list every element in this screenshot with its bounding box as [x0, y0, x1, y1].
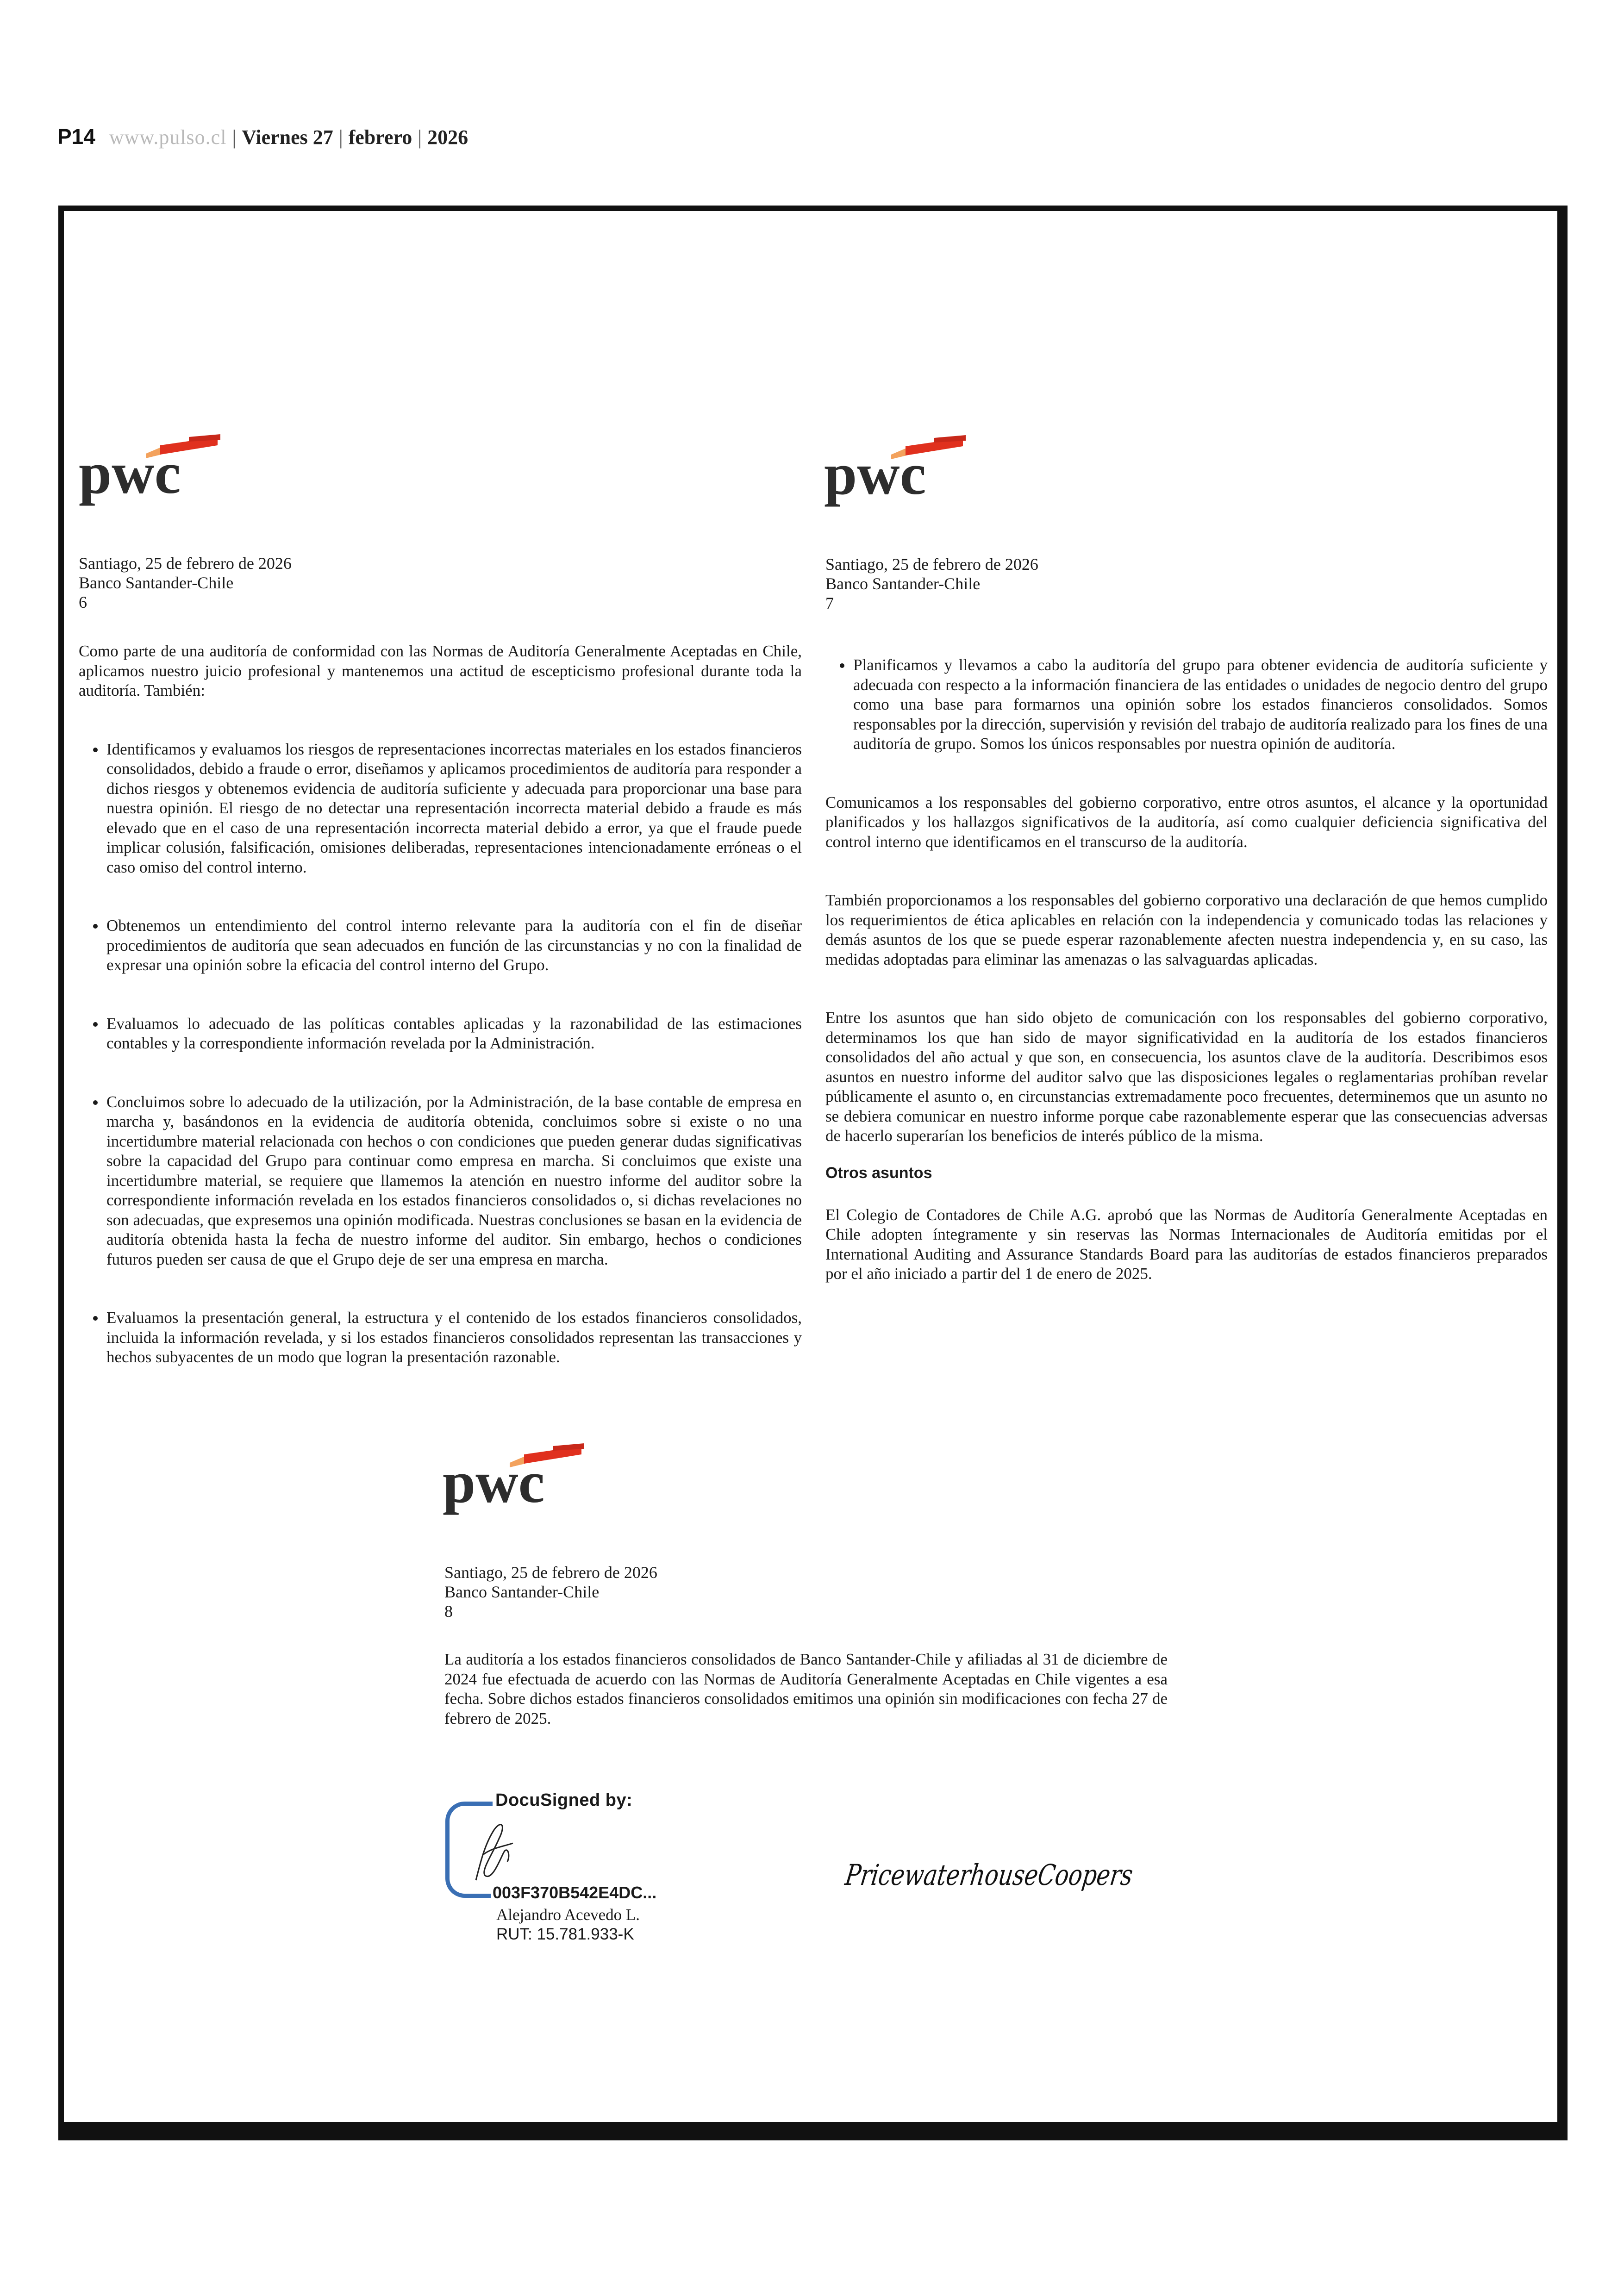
firm-signature-text: PricewaterhouseCoopers	[843, 1858, 1213, 1892]
separator: |	[418, 126, 422, 149]
header-year: 2026	[427, 126, 468, 149]
docusign-label: DocuSigned by:	[495, 1790, 633, 1810]
separator: |	[338, 126, 343, 149]
site-link[interactable]: www.pulso.cl	[109, 126, 227, 149]
page-index: 7	[825, 594, 834, 612]
pwc-logo	[443, 1435, 600, 1523]
company-name: Banco Santander-Chile	[79, 574, 234, 592]
list-item: • Obtenemos un entendimiento del control interno relevante para la auditoría con el fin de diseñar procedimientos de auditoría que sean adecuados en función de las circunstancias y no con la finalidad de expresar una opinión sobre la eficacia del control interno del Grupo.	[106, 916, 802, 975]
firm-signature	[843, 1850, 1213, 1901]
city-date: Santiago, 25 de febrero de 2026	[825, 555, 1038, 574]
page-number: P14	[57, 125, 95, 149]
page-index: 8	[444, 1602, 453, 1621]
ad-frame	[58, 206, 1568, 2140]
header-month: febrero	[348, 126, 412, 149]
list-item: • Evaluamos la presentación general, la estructura y el contenido de los estados financieros consolidados, incluida la información revelada, y si los estados financieros consolidados representan las transacciones y hechos subyacentes de un modo que logran la presentación razonable.	[106, 1308, 802, 1367]
envelope-id: 003F370B542E4DC...	[493, 1883, 657, 1902]
pwc-logo	[824, 427, 981, 515]
pwc-logo-text: pwc	[79, 440, 181, 506]
left-column	[79, 642, 802, 1367]
procedures-list	[79, 740, 802, 1367]
handwritten-signature	[467, 1811, 522, 1890]
signer-info	[496, 1905, 640, 1944]
signer-rut: RUT: 15.781.933-K	[496, 1925, 634, 1943]
list-item: • Planificamos y llevamos a cabo la auditoría del grupo para obtener evidencia de auditoría suficiente y adecuada con respecto a la información financiera de las entidades o unidades de negocio dentro del grupo como una base para formarnos una opinión sobre los estados financieros consolidados. Somos responsables por la dirección, supervisión y revisión del trabajo de auditoría realizado para los fines de una auditoría de grupo. Somos los únicos responsables por nuestra opinión de auditoría.	[852, 655, 1548, 754]
bottom-column	[444, 1650, 1168, 1728]
pwc-logo-text: pwc	[443, 1449, 545, 1515]
company-name: Banco Santander-Chile	[444, 1583, 600, 1601]
intro-paragraph: Como parte de una auditoría de conformidad con las Normas de Auditoría Generalmente Aceptadas en Chile, aplicamos nuestro juicio profesional y mantenemos una actitud de escepticismo profesional durante toda la auditoría. También:	[79, 642, 802, 699]
page-header	[57, 124, 468, 152]
paragraph: También proporcionamos a los responsables del gobierno corporativo una declaración de que hemos cumplido los requerimientos de ética aplicables en relación con la independencia y comunicado todas las relaciones y demás asuntos de los que se puede esperar razonablemente afecten nuestra independencia y, en su caso, las medidas adoptadas para eliminar las amenazas o las salvaguardas aplicadas.	[825, 891, 1548, 968]
page-7-meta	[825, 555, 1038, 613]
separator: |	[232, 126, 237, 149]
city-date: Santiago, 25 de febrero de 2026	[444, 1563, 657, 1582]
page-index: 6	[79, 593, 87, 611]
pwc-logo	[79, 426, 236, 514]
list-item: • Evaluamos lo adecuado de las políticas contables aplicadas y la razonabilidad de las estimaciones contables y la correspondiente información revelada por la Administración.	[106, 1014, 802, 1054]
docusign-bracket-top	[473, 1802, 493, 1806]
prior-year-paragraph: La auditoría a los estados financieros consolidados de Banco Santander-Chile y afiliadas al 31 de diciembre de 2024 fue efectuada de acuerdo con las Normas de Auditoría Generalmente Aceptadas en Chile vigentes a esa fecha. Sobre dichos estados financieros consolidados emitimos una opinión sin modificaciones con fecha 27 de febrero de 2025.	[444, 1650, 1168, 1727]
list-item: • Concluimos sobre lo adecuado de la utilización, por la Administración, de la base contable de empresa en marcha y, basándonos en la evidencia de auditoría obtenida, concluimos sobre si existe o no una incertidumbre material relacionada con hechos o con condiciones que pueden generar dudas significativas sobre la capacidad del Grupo para continuar como empresa en marcha. Si concluimos que existe una incertidumbre material, se requiere que llamemos la atención en nuestro informe del auditor sobre la correspondiente información revelada en los estados financieros consolidados o, si dichas revelaciones no son adecuadas, que expresemos una opinión modificada. Nuestras conclusiones se basan en la evidencia de auditoría obtenida hasta la fecha de nuestro informe del auditor. Sin embargo, hechos o condiciones futuros pueden ser causa de que el Grupo deje de ser una empresa en marcha.	[106, 1092, 802, 1270]
list-item: • Identificamos y evaluamos los riesgos de representaciones incorrectas materiales en los estados financieros consolidados, debido a fraude o error, diseñamos y aplicamos procedimientos de auditoría para responder a dichos riesgos y obtenemos evidencia de auditoría suficiente y adecuada para proporcionar una base para nuestra opinión. El riesgo de no detectar una representación incorrecta material debido a fraude es más elevado que en el caso de una representación incorrecta material debido a error, ya que el fraude puede implicar colusión, falsificación, omisiones deliberadas, representaciones intencionadamente erróneas o el caso omiso del control interno.	[106, 740, 802, 878]
ad-content	[64, 211, 1557, 2122]
page-8-meta	[444, 1563, 657, 1621]
closing-paragraph: El Colegio de Contadores de Chile A.G. aprobó que las Normas de Auditoría Generalmente Aceptadas en Chile adopten íntegramente y sin reservas las Normas Internacionales de Auditoría emitidas por el International Auditing and Assurance Standards Board para las auditorías de estados financieros preparados por el año iniciado a partir del 1 de enero de 2025.	[825, 1205, 1548, 1283]
paragraph: Comunicamos a los responsables del gobierno corporativo, entre otros asuntos, el alcance y la oportunidad planificados y los hallazgos significativos de la auditoría, así como cualquier deficiencia significativa del control interno que identificamos en el transcurso de la auditoría.	[825, 793, 1548, 851]
pwc-logo-text: pwc	[824, 441, 926, 507]
city-date: Santiago, 25 de febrero de 2026	[79, 554, 292, 573]
group-audit-list	[825, 655, 1548, 754]
paragraph: Entre los asuntos que han sido objeto de comunicación con los responsables del gobierno corporativo, determinamos los que han sido de mayor significatividad en la auditoría de los estados financieros consolidados del año actual y que son, en consecuencia, los asuntos clave de la auditoría. Describimos esos asuntos en nuestro informe del auditor salvo que las disposiciones legales o reglamentarias prohíban revelar públicamente el asunto o, en circunstancias extremadamente poco frecuentes, determinemos que un asunto no se debiera comunicar en nuestro informe porque cabe razonablemente esperar que las consecuencias adversas de hacerlo superarían los beneficios de interés público de la misma.	[825, 1009, 1548, 1145]
signer-name: Alejandro Acevedo L.	[496, 1906, 640, 1924]
company-name: Banco Santander-Chile	[825, 574, 981, 593]
docusign-signature	[445, 1788, 705, 1943]
page-6-meta	[79, 554, 292, 612]
header-day: Viernes 27	[242, 126, 333, 149]
right-column	[825, 655, 1548, 1284]
section-heading: Otros asuntos	[825, 1164, 932, 1182]
